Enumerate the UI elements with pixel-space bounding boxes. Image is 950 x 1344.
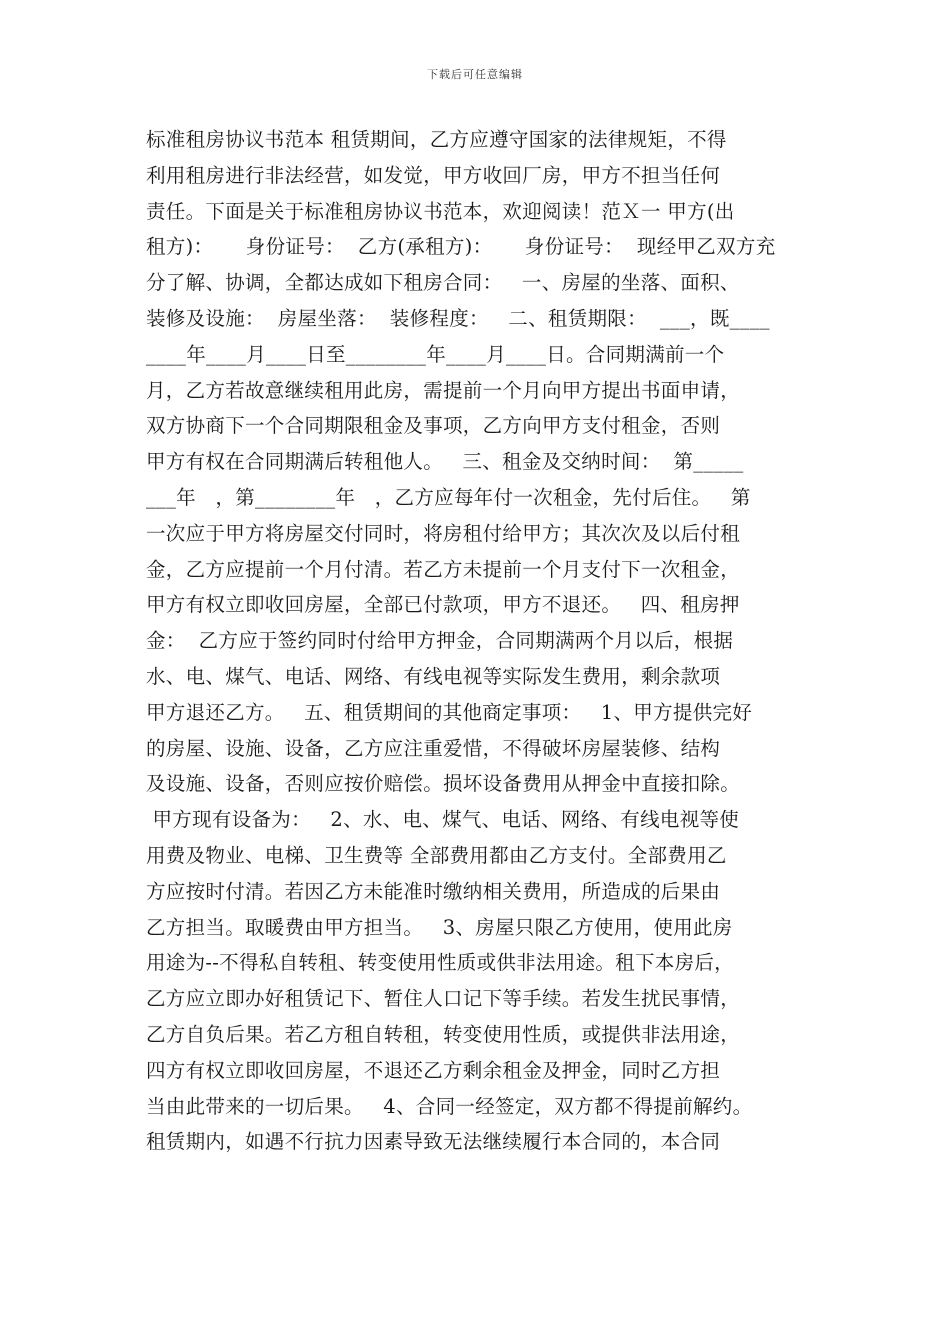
text-line: 租方)： 身份证号： 乙方(承租方)： 身份证号： 现经甲乙双方充: [146, 235, 776, 259]
text-line: 及设施、设备，否则应按价赔偿。损坏设备费用从押金中直接扣除。: [146, 772, 741, 796]
text-line: 金： 乙方应于签约同时付给甲方押金，合同期满两个月以后，根据: [146, 629, 734, 653]
text-line: 金，乙方应提前一个月付清。若乙方未提前一个月支付下一次租金，: [146, 557, 741, 581]
text-line: 双方协商下一个合同期限租金及事项，乙方向甲方支付租金，否则: [146, 414, 721, 438]
text-line: 乙方担当。取暖费由甲方担当。 3、房屋只限乙方使用，使用此房: [146, 915, 733, 939]
text-line: 利用租房进行非法经营，如发觉，甲方收回厂房，甲方不担当任何: [146, 163, 721, 187]
text-line: 四方有权立即收回房屋，不退还乙方剩余租金及押金，同时乙方担: [146, 1058, 721, 1082]
text-line: 装修及设施： 房屋坐落： 装修程度： 二、租赁期限： ___，既____: [146, 306, 770, 330]
text-line: 水、电、煤气、电话、网络、有线电视等实际发生费用，剩余款项: [146, 664, 721, 688]
document-body: [146, 122, 816, 1160]
page-header: 下载后可任意编辑: [427, 68, 523, 81]
text-line: 甲方有权立即收回房屋，全部已付款项，甲方不退还。 四、租房押: [146, 593, 740, 617]
text-line: 用费及物业、电梯、卫生费等 全部费用都由乙方支付。全部费用乙: [146, 843, 727, 867]
text-line: 当由此带来的一切后果。 4、合同一经签定，双方都不得提前解约。: [146, 1094, 753, 1118]
text-line: 责任。下面是关于标准租房协议书范本，欢迎阅读！范Ｘ一 甲方(出: [146, 199, 735, 223]
text-line: 甲方现有设备为： 2、水、电、煤气、电话、网络、有线电视等使: [146, 808, 740, 832]
text-line: 方应按时付清。若因乙方未能准时缴纳相关费用，所造成的后果由: [146, 879, 721, 903]
text-line: 租赁期内，如遇不行抗力因素导致无法继续履行本合同的，本合同: [146, 1130, 721, 1154]
text-line: 乙方应立即办好租赁记下、暂住人口记下等手续。若发生扰民事情，: [146, 987, 741, 1011]
text-line: 一次应于甲方将房屋交付同时，将房租付给甲方；其次次及以后付租: [146, 521, 741, 545]
text-line: ____年____月____日至________年____月____日。合同期满前一个: [146, 342, 725, 366]
text-line: 甲方有权在合同期满后转租他人。 三、租金及交纳时间： 第_____: [146, 450, 744, 474]
text-line: 的房屋、设施、设备，乙方应注重爱惜，不得破坏房屋装修、结构: [146, 736, 721, 760]
text-line: 甲方退还乙方。 五、租赁期间的其他商定事项： 1、甲方提供完好: [146, 700, 753, 724]
text-line: ___年 ，第________年 ，乙方应每年付一次租金，先付后住。 第: [146, 485, 751, 509]
text-line: 标准租房协议书范本 租赁期间，乙方应遵守国家的法律规矩，不得: [146, 128, 727, 151]
text-line: 用途为--不得私自转租、转变使用性质或供非法用途。租下本房后，: [146, 951, 734, 975]
text-line: 分了解、协调，全都达成如下租房合同： 一、房屋的坐落、面积、: [146, 271, 740, 295]
text-line: 月，乙方若故意继续租用此房，需提前一个月向甲方提出书面申请，: [146, 378, 741, 402]
text-line: 乙方自负后果。若乙方租自转租，转变使用性质，或提供非法用途，: [146, 1022, 741, 1046]
